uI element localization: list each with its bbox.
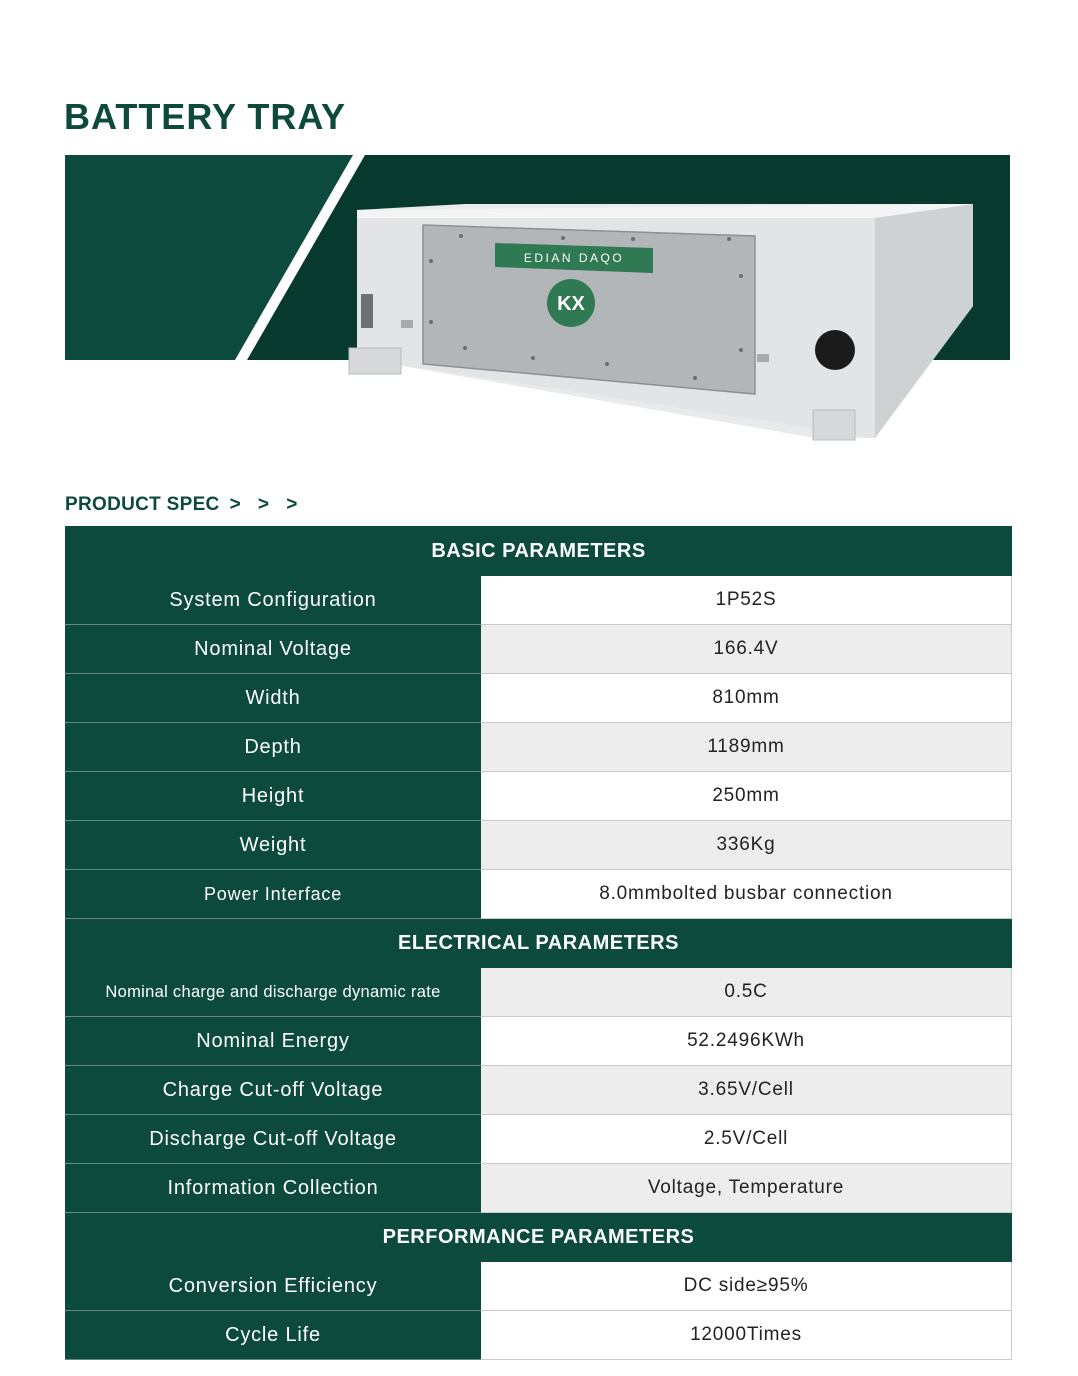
section-header-electrical (66, 919, 1012, 968)
table-row (66, 1164, 1012, 1213)
row-label: Height (66, 772, 481, 821)
table-row (66, 821, 1012, 870)
product-spec-heading (65, 494, 303, 516)
spec-table (65, 526, 1012, 1360)
row-label: Cycle Life (66, 1311, 481, 1360)
row-value: 1P52S (481, 576, 1012, 625)
table-row (66, 625, 1012, 674)
table-row (66, 576, 1012, 625)
row-value: 12000Times (481, 1311, 1012, 1360)
section-header-performance (66, 1213, 1012, 1262)
section-header-basic (66, 527, 1012, 576)
table-row (66, 1066, 1012, 1115)
table-row (66, 968, 1012, 1017)
left-mounting-bracket (349, 348, 401, 374)
row-value: 810mm (481, 674, 1012, 723)
row-label: Information Collection (66, 1164, 481, 1213)
row-value: DC side≥95% (481, 1262, 1012, 1311)
page-title: BATTERY TRAY (64, 96, 347, 137)
row-label: Nominal charge and discharge dynamic rate (66, 968, 481, 1017)
section-title: ELECTRICAL PARAMETERS (66, 919, 1012, 968)
round-connector (815, 330, 855, 370)
tray-side-face (875, 204, 973, 438)
section-title: BASIC PARAMETERS (66, 527, 1012, 576)
row-label: Nominal Voltage (66, 625, 481, 674)
row-value: 250mm (481, 772, 1012, 821)
brand-label-text: EDIAN DAQO (523, 251, 625, 265)
row-value: Voltage, Temperature (481, 1164, 1012, 1213)
spec-heading-label: PRODUCT SPEC (65, 494, 220, 515)
row-label: Weight (66, 821, 481, 870)
section-title: PERFORMANCE PARAMETERS (66, 1213, 1012, 1262)
row-label: Charge Cut-off Voltage (66, 1066, 481, 1115)
row-label: Discharge Cut-off Voltage (66, 1115, 481, 1164)
row-label: Conversion Efficiency (66, 1262, 481, 1311)
table-row (66, 1017, 1012, 1066)
right-port (757, 354, 769, 362)
row-value: 1189mm (481, 723, 1012, 772)
table-row (66, 674, 1012, 723)
battery-tray-image (345, 198, 985, 448)
left-port (401, 320, 413, 328)
chevron-right-icon: > > > (229, 494, 304, 515)
row-value: 2.5V/Cell (481, 1115, 1012, 1164)
row-label: System Configuration (66, 576, 481, 625)
row-value: 166.4V (481, 625, 1012, 674)
table-row (66, 870, 1012, 919)
right-mounting-bracket (813, 410, 855, 440)
row-label: Nominal Energy (66, 1017, 481, 1066)
table-row (66, 1311, 1012, 1360)
logo-text: KX (557, 293, 585, 315)
row-value: 336Kg (481, 821, 1012, 870)
row-value: 52.2496KWh (481, 1017, 1012, 1066)
table-row (66, 723, 1012, 772)
row-label: Power Interface (66, 870, 481, 919)
table-row (66, 1262, 1012, 1311)
table-row (66, 772, 1012, 821)
table-row (66, 1115, 1012, 1164)
row-value: 8.0mmbolted busbar connection (481, 870, 1012, 919)
row-value: 3.65V/Cell (481, 1066, 1012, 1115)
row-label: Width (66, 674, 481, 723)
left-connector (361, 294, 373, 328)
row-label: Depth (66, 723, 481, 772)
row-value: 0.5C (481, 968, 1012, 1017)
